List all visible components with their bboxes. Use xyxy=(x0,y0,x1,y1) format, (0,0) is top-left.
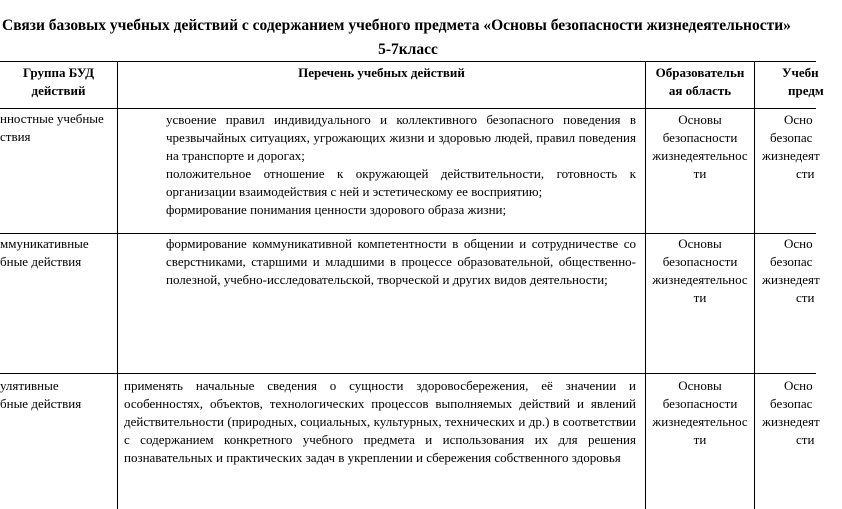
row-2-area: Основы безопасности жизнедеятельнос ти xyxy=(652,236,748,305)
document-subtitle: 5-7класс xyxy=(378,41,438,58)
row-1-group: нностные учебные ствия xyxy=(0,111,104,144)
header-subject: Учебн предм xyxy=(782,65,824,98)
row-2-group: ммуникативные бные действия xyxy=(0,236,89,269)
row-3-subject: Осно безопас жизнедеят сти xyxy=(762,378,820,447)
row-1-subject: Осно безопас жизнедеят сти xyxy=(762,112,820,181)
row-3-group: улятивные бные действия xyxy=(0,378,82,411)
header-group: Группа БУД действий xyxy=(22,65,95,98)
row-3-actions: применять начальные сведения о сущности здоровосбережения, её значении и особенностях, объектов, технологических процессов выполняемых действий и явлений действительности (природных, социальных, культурных, технических и др.) в соответствии с содержанием конкретного учебного предмета и использования их для решения познавательных и практических задач в укреплении и сбережения собственного здоровья xyxy=(124,378,636,465)
row-1-area: Основы безопасности жизнедеятельнос ти xyxy=(652,112,748,181)
row-3-area: Основы безопасности жизнедеятельнос ти xyxy=(652,378,748,447)
document-title: Связи базовых учебных действий с содержанием учебного предмета «Основы безопасности жизнедеятельности» xyxy=(2,17,791,34)
header-actions: Перечень учебных действий xyxy=(298,65,465,80)
row-1-actions: усвоение правил индивидуального и коллективного безопасного поведения в чрезвычайных ситуациях, угрожающих жизни и здоровью людей, правил поведения на транспорте и дорогах; положительное отношение к окружающей действительности, готовность к организации взаимодействия с ней и эстетическому ее восприятию; формирование понимания ценности здорового образа жизни; xyxy=(166,112,636,217)
row-2-subject: Осно безопас жизнедеят сти xyxy=(762,236,820,305)
row-2-actions: формирование коммуникативной компетентности в общении и сотрудничестве со сверстниками, старшими и младшими в процессе образовательной, общественно-полезной, учебно-исследовательской, творческой и других видов деятельности; xyxy=(166,236,636,287)
header-area: Образовательн ая область xyxy=(655,65,745,98)
